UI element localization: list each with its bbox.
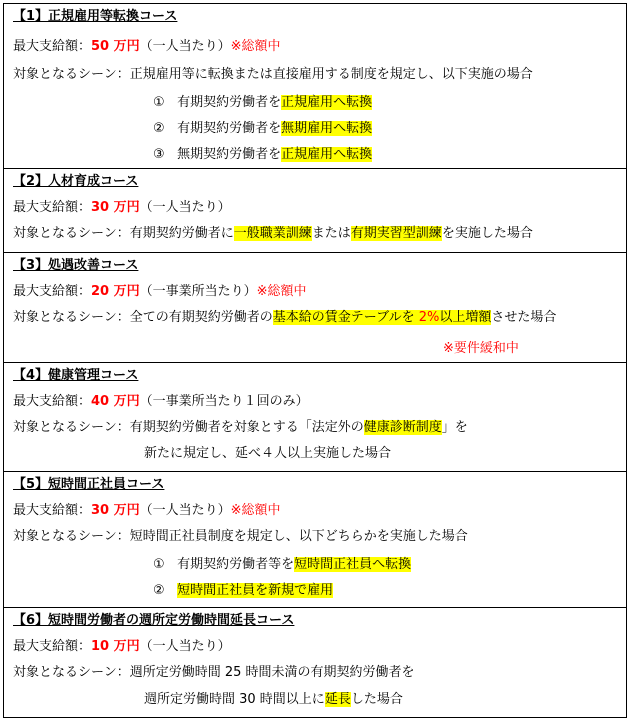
course-5-note: ※総額中 xyxy=(230,503,281,518)
course-3-title: 【3】処遇改善コース xyxy=(13,258,139,273)
course-3-amount: 20 万円 xyxy=(91,284,140,299)
course-4-scene-line: 対象となるシーン：有期契約労働者を対象とする「法定外の健康診断制度」を xyxy=(13,420,468,435)
highlight: 短時間正社員を新規で雇用 xyxy=(177,583,334,598)
course-1-item-2: ② 有期契約労働者を無期雇用へ転換 xyxy=(153,121,373,136)
max-label: 最大支給額： xyxy=(13,39,92,54)
course-1 xyxy=(4,4,626,168)
course-5-unit: （一人当たり） xyxy=(139,503,231,518)
course-3-max-line: 最大支給額：20 万円（一事業所当たり）※総額中 xyxy=(13,284,307,299)
highlight: 有期実習型訓練 xyxy=(350,226,442,241)
course-5 xyxy=(4,471,626,607)
highlight: 短時間正社員へ転換 xyxy=(294,557,412,572)
course-5-scene: 短時間正社員制度を規定し、以下どちらかを実施した場合 xyxy=(129,529,468,544)
course-1-unit: （一人当たり） xyxy=(139,39,231,54)
course-4 xyxy=(4,362,626,471)
course-6-scene-line: 対象となるシーン：週所定労働時間 25 時間未満の有期契約労働者を xyxy=(13,665,415,680)
highlight: 正規雇用へ転換 xyxy=(281,147,373,162)
course-3-scene-line: 対象となるシーン：全ての有期契約労働者の基本給の賃金テーブルを 2%以上増額させた場合 xyxy=(13,310,557,325)
course-5-item-1: ① 有期契約労働者等を短時間正社員へ転換 xyxy=(153,557,412,572)
course-1-amount: 50 万円 xyxy=(91,39,140,54)
course-1-max-line xyxy=(13,38,281,56)
course-5-scene-line: 対象となるシーン：短時間正社員制度を規定し、以下どちらかを実施した場合 xyxy=(13,529,468,544)
course-6-unit: （一人当たり） xyxy=(139,639,231,654)
course-3-note: ※総額中 xyxy=(256,284,307,299)
course-1-scene-line xyxy=(13,66,533,84)
course-2-max-line: 最大支給額：30 万円（一人当たり） xyxy=(13,200,231,215)
course-2-amount: 30 万円 xyxy=(91,200,140,215)
course-4-max-line: 最大支給額：40 万円（一事業所当たり１回のみ） xyxy=(13,394,309,409)
course-6 xyxy=(4,607,626,717)
course-1-item-1: ① 有期契約労働者を正規雇用へ転換 xyxy=(153,95,373,110)
course-1-note: ※総額中 xyxy=(230,39,281,54)
course-5-max-line: 最大支給額：30 万円（一人当たり）※総額中 xyxy=(13,503,281,518)
course-5-item-2: ② 短時間正社員を新規で雇用 xyxy=(153,583,334,598)
course-4-amount: 40 万円 xyxy=(91,394,140,409)
course-4-unit: （一事業所当たり１回のみ） xyxy=(139,394,309,409)
scene-label: 対象となるシーン： xyxy=(13,67,130,82)
highlight: 一般職業訓練 xyxy=(233,226,312,241)
course-2-scene-line: 対象となるシーン：有期契約労働者に一般職業訓練または有期実習型訓練を実施した場合 xyxy=(13,226,533,241)
course-2 xyxy=(4,168,626,252)
course-6-scene: 週所定労働時間 25 時間未満の有期契約労働者を xyxy=(129,665,415,680)
course-2-unit: （一人当たり） xyxy=(139,200,231,215)
course-1-item-3: ③ 無期契約労働者を正規雇用へ転換 xyxy=(153,147,373,162)
course-6-max-line: 最大支給額：10 万円（一人当たり） xyxy=(13,639,231,654)
course-5-amount: 30 万円 xyxy=(91,503,140,518)
course-1-scene: 正規雇用等に転換または直接雇用する制度を規定し、以下実施の場合 xyxy=(129,67,533,82)
highlight: 延長 xyxy=(324,692,351,707)
highlight: 健康診断制度 xyxy=(363,420,442,435)
highlight-percent: 2% xyxy=(418,310,440,325)
course-5-title: 【5】短時間正社員コース xyxy=(13,477,165,492)
course-3-unit: （一事業所当たり） xyxy=(139,284,257,299)
course-1-title: 【1】正規雇用等転換コース xyxy=(13,9,178,24)
highlight: 正規雇用へ転換 xyxy=(281,95,373,110)
highlight: 無期雇用へ転換 xyxy=(281,121,373,136)
course-3 xyxy=(4,252,626,362)
course-2-title: 【2】人材育成コース xyxy=(13,174,139,189)
highlight: 以上増額 xyxy=(439,310,492,325)
course-3-note2: ※要件緩和中 xyxy=(443,341,519,356)
course-6-amount: 10 万円 xyxy=(91,639,140,654)
course-4-title: 【4】健康管理コース xyxy=(13,368,139,383)
course-6-scene-line-2: 週所定労働時間 30 時間以上に延長した場合 xyxy=(144,692,403,707)
highlight: 基本給の賃金テーブルを xyxy=(272,310,419,325)
course-4-scene-line-2: 新たに規定し、延べ４人以上実施した場合 xyxy=(144,446,392,461)
course-6-title: 【6】短時間労働者の週所定労働時間延長コース xyxy=(13,613,295,628)
course-table xyxy=(3,3,627,718)
